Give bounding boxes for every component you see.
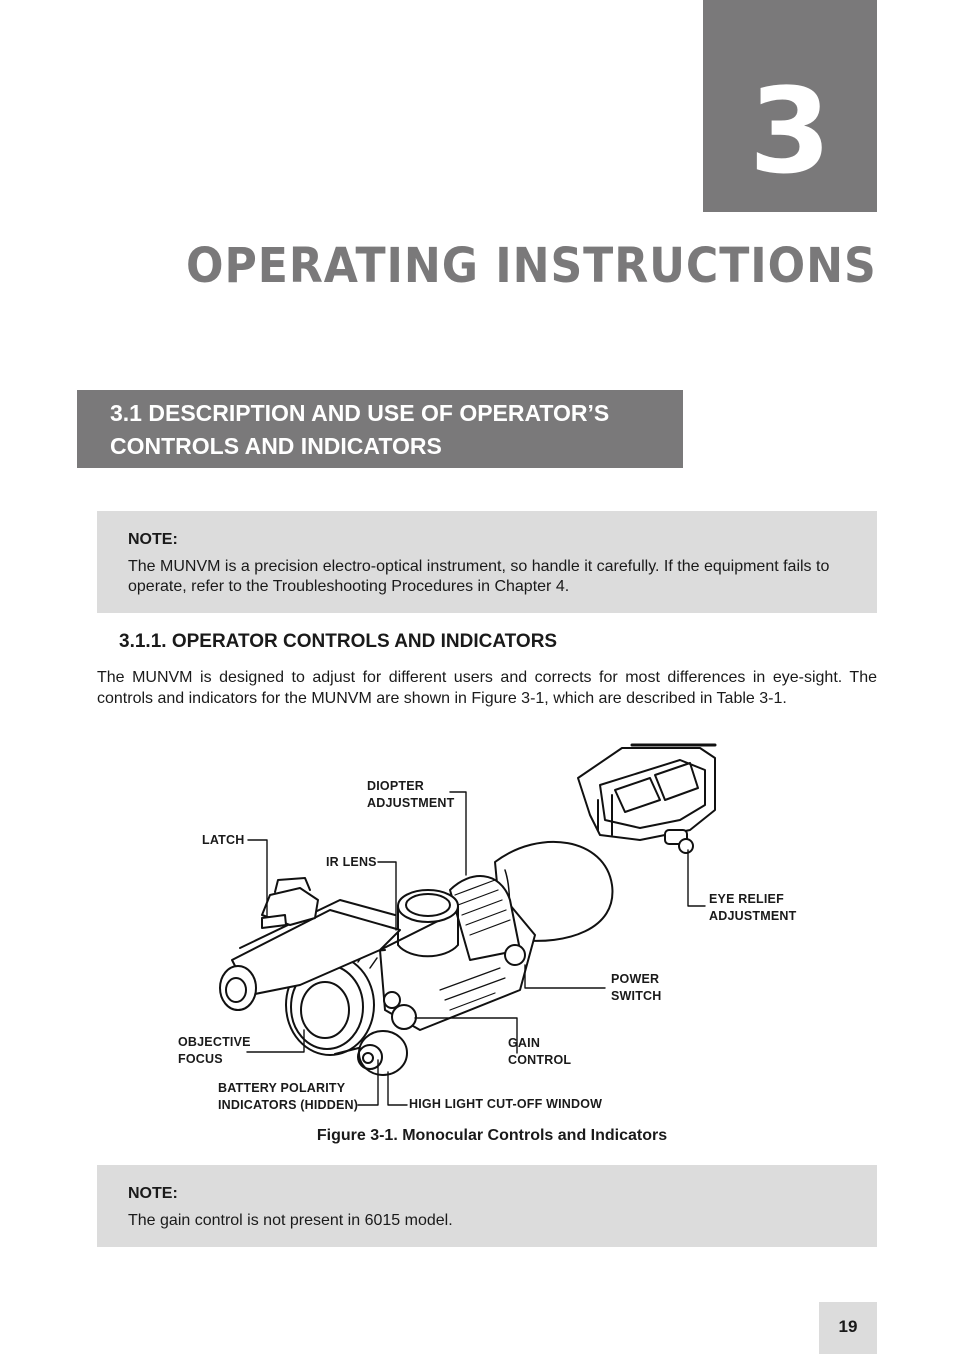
callout-line: CONTROL (508, 1053, 572, 1067)
subsection-title: 3.1.1. OPERATOR CONTROLS AND INDICATORS (119, 631, 558, 652)
callout-line: OBJECTIVE (178, 1035, 251, 1049)
figure-caption: Figure 3-1. Monocular Controls and Indicators (316, 1127, 668, 1144)
callout-line: ADJUSTMENT (367, 796, 455, 810)
callout-latch: LATCH (202, 833, 245, 847)
callout-high-light-cutoff-window: HIGH LIGHT CUT-OFF WINDOW (409, 1097, 603, 1111)
callout-line: BATTERY POLARITY (218, 1081, 346, 1095)
note-text: The gain control is not present in 6015 model. (128, 1212, 453, 1229)
callout-line: ADJUSTMENT (709, 909, 797, 923)
section-title: 3.1 DESCRIPTION AND USE OF OPERATOR’S CONTROLS AND INDICATORS (110, 400, 610, 459)
callout-line: DIOPTER (367, 779, 424, 793)
callout-battery-polarity-indicators (218, 1080, 358, 1114)
body-paragraph: The MUNVM is designed to adjust for different users and corrects for most differences in eye-sight. The controls and indicators for the MUNVM are shown in Figure 3-1, which are described in Table 3-1. (97, 669, 877, 707)
callout-power-switch (611, 971, 662, 1005)
callout-line: SWITCH (611, 989, 662, 1003)
callout-line: POWER (611, 972, 660, 986)
note-box-gain (97, 1165, 877, 1247)
chapter-number: 3 (748, 62, 832, 200)
note-label: NOTE: (128, 531, 178, 548)
callout-line: INDICATORS (HIDDEN) (218, 1098, 359, 1112)
callout-objective-focus (178, 1034, 251, 1068)
mount-bracket-illustration (578, 745, 715, 853)
callout-ir-lens: IR LENS (326, 855, 377, 869)
battery-cap-illustration (358, 1031, 407, 1075)
callout-line: EYE RELIEF (709, 892, 784, 906)
note-text: The MUNVM is a precision electro-optical instrument, so handle it carefully. If the equipment fails to operate, refer to the Troubleshooting Procedures in Chapter 4. (128, 558, 830, 595)
page-number-box (819, 1302, 877, 1354)
note-label: NOTE: (128, 1185, 178, 1202)
callout-line: FOCUS (178, 1052, 223, 1066)
callout-eye-relief-adjustment (709, 891, 796, 925)
callout-gain-control (508, 1035, 571, 1069)
chapter-title: OPERATING INSTRUCTIONS (186, 238, 877, 294)
callout-diopter-adjustment (367, 778, 454, 812)
callout-line: GAIN (508, 1036, 541, 1050)
page-number: 19 (838, 1317, 858, 1336)
